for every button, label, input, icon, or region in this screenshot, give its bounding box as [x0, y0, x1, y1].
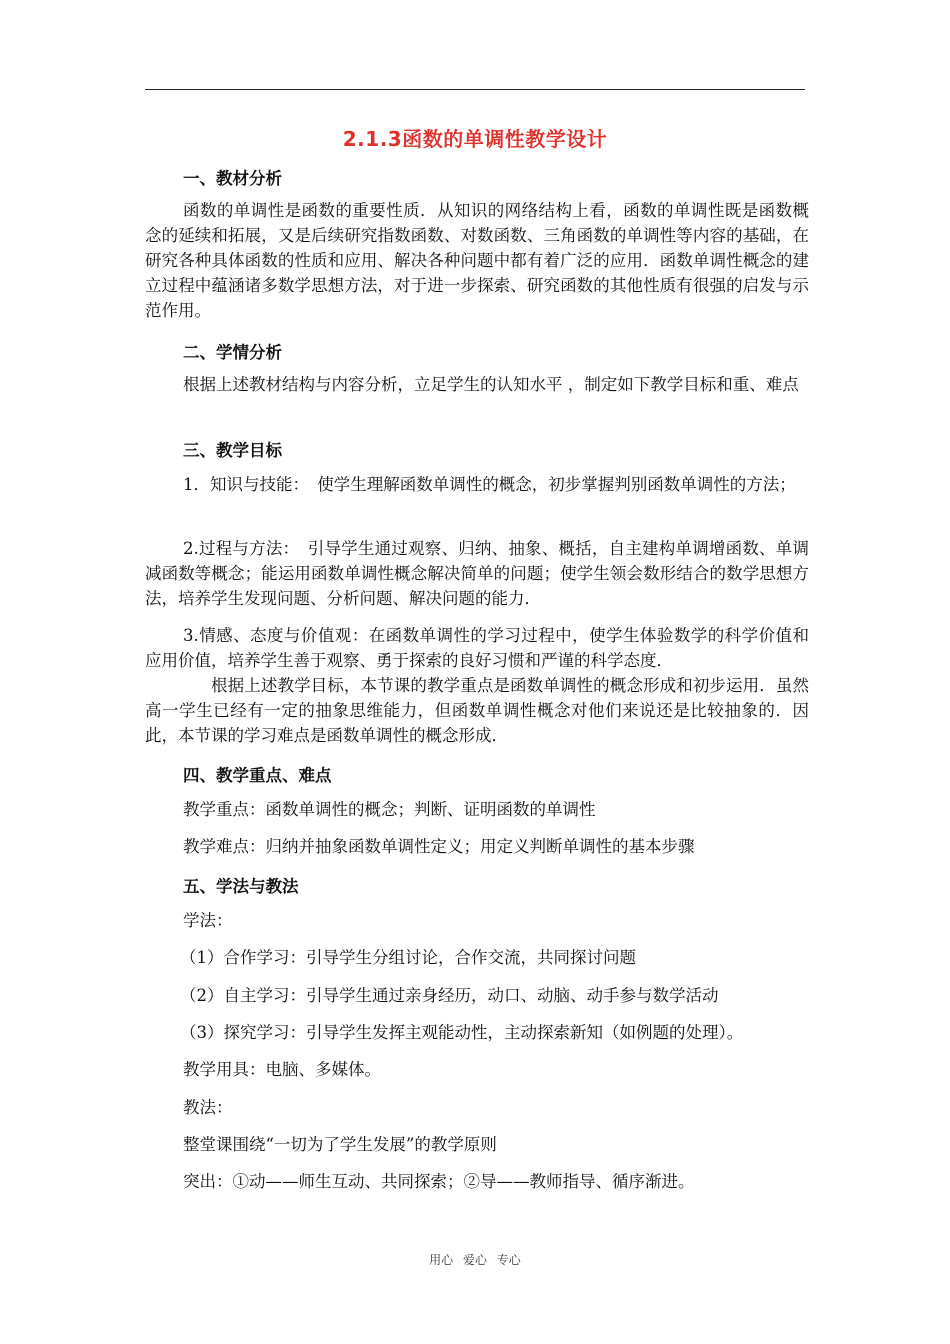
section-heading-teaching-goals: 三、教学目标: [183, 441, 282, 460]
goal-knowledge-skills: 1．知识与技能： 使学生理解函数单调性的概念，初步掌握判别函数单调性的方法；: [183, 475, 796, 494]
section-heading-textbook-analysis: 一、教材分析: [183, 169, 282, 188]
section-heading-student-analysis: 二、学情分析: [183, 343, 282, 362]
textbook-analysis-paragraph: 函数的单调性是函数的重要性质．从知识的网络结构上看，函数的单调性既是函数概念的延续和拓展，又是后续研究指数函数、对数函数、三角函数的单调性等内容的基础，在研究各种具体函数的性质和应用、解决各种问题中都有着广泛的应用．函数单调性概念的建立过程中蕴涵诸多数学思想方法，对于进一步探索、研究函数的其他性质有很强的启发与示范作用。: [145, 201, 809, 320]
document-title: 2.1.3函数的单调性教学设计: [342, 127, 608, 151]
study-method-label: 学法：: [183, 911, 233, 930]
goal-process-methods: 2.过程与方法： 引导学生通过观察、归纳、抽象、概括，自主建构单调增函数、单调减函数等概念；能运用函数单调性概念解决简单的问题；使学生领会数形结合的数学思想方法，培养学生发现问题、分析问题、解决问题的能力．: [145, 539, 809, 608]
study-method-item: （1）合作学习：引导学生分组讨论，合作交流，共同探讨问题: [180, 948, 636, 967]
teaching-tools: 教学用具：电脑、多媒体。: [183, 1060, 381, 1079]
section-heading-methods: 五、学法与教法: [183, 877, 299, 896]
section-heading-key-difficult: 四、教学重点、难点: [183, 766, 332, 785]
study-method-item: （2）自主学习：引导学生通过亲身经历，动口、动脑、动手参与数学活动: [180, 986, 719, 1005]
student-analysis-paragraph: 根据上述教材结构与内容分析，立足学生的认知水平 ，制定如下教学目标和重、难点: [183, 375, 799, 394]
teaching-method-label: 教法：: [183, 1098, 233, 1117]
page-footer: 用心 爱心 专心: [429, 1253, 521, 1267]
teaching-key-point: 教学重点：函数单调性的概念；判断、证明函数的单调性: [183, 800, 596, 819]
study-method-item: （3）探究学习：引导学生发挥主观能动性，主动探索新知（如例题的处理）。: [180, 1023, 744, 1042]
teaching-principle: 整堂课围绕“一切为了学生发展”的教学原则: [183, 1135, 497, 1154]
goals-summary-paragraph: 根据上述教学目标，本节课的教学重点是函数单调性的概念形成和初步运用．虽然高一学生已经有一定的抽象思维能力，但函数单调性概念对他们来说还是比较抽象的．因此，本节课的学习难点是函数单调性的概念形成．: [145, 676, 809, 745]
goal-emotion-attitude-values: 3.情感、态度与价值观：在函数单调性的学习过程中，使学生体验数学的科学价值和应用价值，培养学生善于观察、勇于探索的良好习惯和严谨的科学态度．: [145, 626, 809, 670]
header-rule: [145, 89, 805, 90]
teaching-highlight: 突出：①动——师生互动、共同探索；②导——教师指导、循序渐进。: [183, 1172, 695, 1191]
teaching-difficult-point: 教学难点：归纳并抽象函数单调性定义；用定义判断单调性的基本步骤: [183, 837, 695, 856]
